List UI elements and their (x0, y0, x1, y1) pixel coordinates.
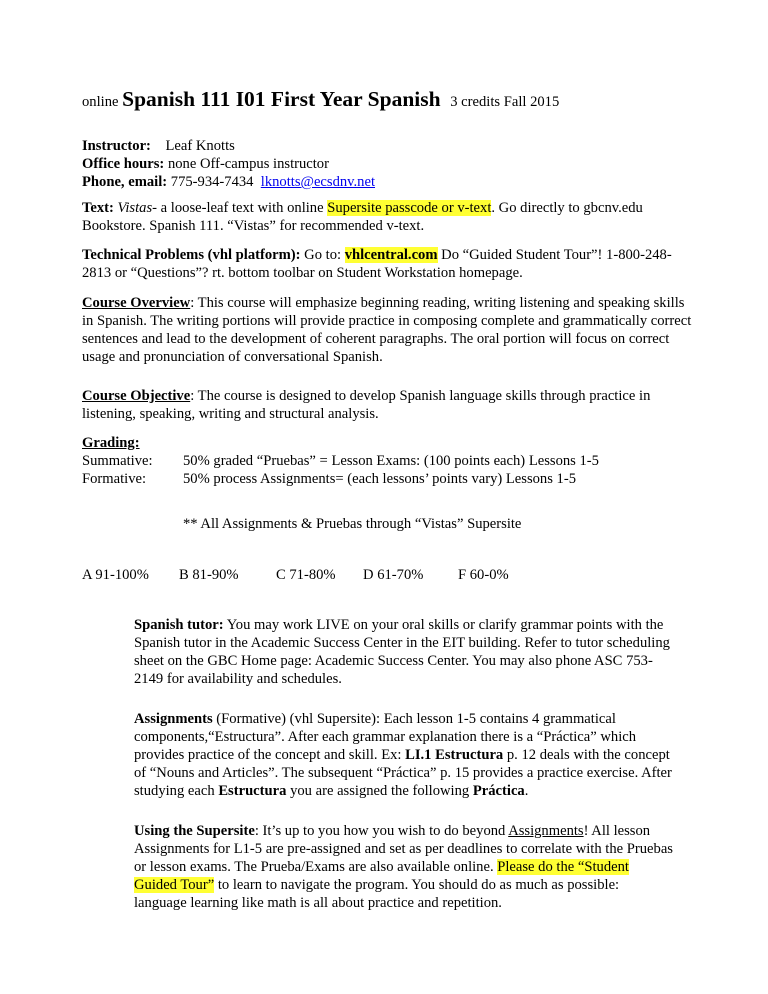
overview-body: : This course will emphasize beginning reading, writing listening and speaking skills in Spanish. The writing portions will provide practice in composing complete and grammatically correct sentences and lead to the development of coherent paragraphs. The oral portion will focus on correct usage and pronunciation of conversational Spanish. (82, 295, 692, 365)
course-title (82, 87, 560, 111)
tech-part2: Do “Guided Student Tour”! 1-800-248-2813 or “Questions”? rt. bottom toolbar on Student Workstation homepage. (82, 247, 672, 281)
text-section (82, 199, 692, 235)
assignments-part1: (Formative) (vhl Supersite): Each lesson 1-5 contains 4 grammatical components,“Estructura”. After each grammar explanation there is a “Práctica” which provides practice of the concept and skill. Ex: (134, 711, 637, 763)
supersite-underlined: Assignments (508, 823, 584, 839)
text-part1: - a loose-leaf text with online (152, 200, 324, 216)
title-course: Spanish 111 I01 First Year Spanish (122, 87, 441, 111)
assignments-bold3: Práctica (472, 783, 525, 799)
supersite-part3: to learn to navigate the program. You should do as much as possible: language learning like math is all about practice and repetition. (134, 877, 620, 911)
office-hours-value: none Off-campus instructor (167, 156, 329, 172)
phone-email-label: Phone, email: (82, 174, 168, 190)
text-highlight: Supersite passcode or v-text (327, 200, 492, 216)
assignments-part2: p. 12 deals with the concept of “Nouns and Articles”. The subsequent “Práctica” p. 15 provides a practice exercise. After studying each (134, 747, 672, 799)
assignments-part3: you are assigned the following (286, 783, 473, 799)
title-prefix: online (82, 94, 119, 110)
supersite-label: Using the Supersite (134, 823, 255, 839)
grade-scale (82, 566, 509, 584)
grade-c: C 71-80% (276, 567, 336, 583)
objective-section (82, 387, 692, 423)
tutor-label: Spanish tutor: (134, 617, 224, 633)
assignments-label: Assignments (134, 711, 213, 727)
vhl-site-link[interactable]: vhlcentral.com (344, 247, 438, 263)
instructor-name: Leaf Knotts (165, 138, 235, 154)
grade-f: F 60-0% (458, 567, 509, 583)
objective-label: Course Objective (82, 388, 191, 404)
title-suffix: 3 credits Fall 2015 (450, 94, 560, 110)
email-link[interactable]: lknotts@ecsdnv.net (260, 174, 376, 190)
grading-label: Grading: (82, 435, 140, 451)
phone-number: 775-934-7434 (170, 174, 254, 190)
summative-label: Summative: (82, 453, 153, 469)
grading-note: ** All Assignments & Pruebas through “Vistas” Supersite (183, 516, 522, 532)
assignments-part4: . (524, 783, 529, 799)
tech-section (82, 246, 692, 282)
assignments-bold2: Estructura (218, 783, 287, 799)
grade-a: A 91-100% (82, 567, 149, 583)
formative-value: 50% process Assignments= (each lessons’ points vary) Lessons 1-5 (183, 471, 577, 487)
instructor-info (82, 137, 692, 191)
summative-value: 50% graded “Pruebas” = Lesson Exams: (100 points each) Lessons 1-5 (183, 453, 599, 469)
supersite-section (134, 822, 674, 912)
overview-label: Course Overview (82, 295, 191, 311)
grade-b: B 81-90% (179, 567, 239, 583)
supersite-part1: : It’s up to you how you wish to do beyond (254, 823, 509, 839)
formative-label: Formative: (82, 471, 147, 487)
assignments-section (134, 710, 674, 800)
overview-section (82, 294, 692, 366)
grade-d: D 61-70% (363, 567, 424, 583)
grading-section (82, 434, 692, 488)
supersite-part2: ! All lesson Assignments for L1-5 are pre-assigned and set as per deadlines to correlate with the Pruebas or lesson exams. The Prueba/Exams are also available online. (134, 823, 673, 875)
objective-body: : The course is designed to develop Spanish language skills through practice in listening, speaking, writing and structural analysis. (82, 388, 651, 422)
instructor-label: Instructor: (82, 138, 151, 154)
text-title: Vistas (117, 200, 153, 216)
tutor-body: You may work LIVE on your oral skills or clarify grammar points with the Spanish tutor in the Academic Success Center in the EIT building. Refer to tutor scheduling sheet on the GBC Home page: Academic Success Center. You may also phone ASC 753-2149 for availability and schedules. (134, 617, 670, 687)
tutor-section (134, 616, 674, 688)
text-part2: . Go directly to gbcnv.edu Bookstore. Spanish 111. “Vistas” for recommended v-text. (82, 200, 643, 234)
text-label: Text: (82, 200, 114, 216)
assignments-bold1: LI.1 Estructura (405, 747, 504, 763)
tech-label: Technical Problems (vhl platform): (82, 247, 301, 263)
tech-part1: Go to: (300, 247, 345, 263)
office-hours-label: Office hours: (82, 156, 165, 172)
supersite-highlight: Please do the “Student Guided Tour” (134, 859, 629, 893)
